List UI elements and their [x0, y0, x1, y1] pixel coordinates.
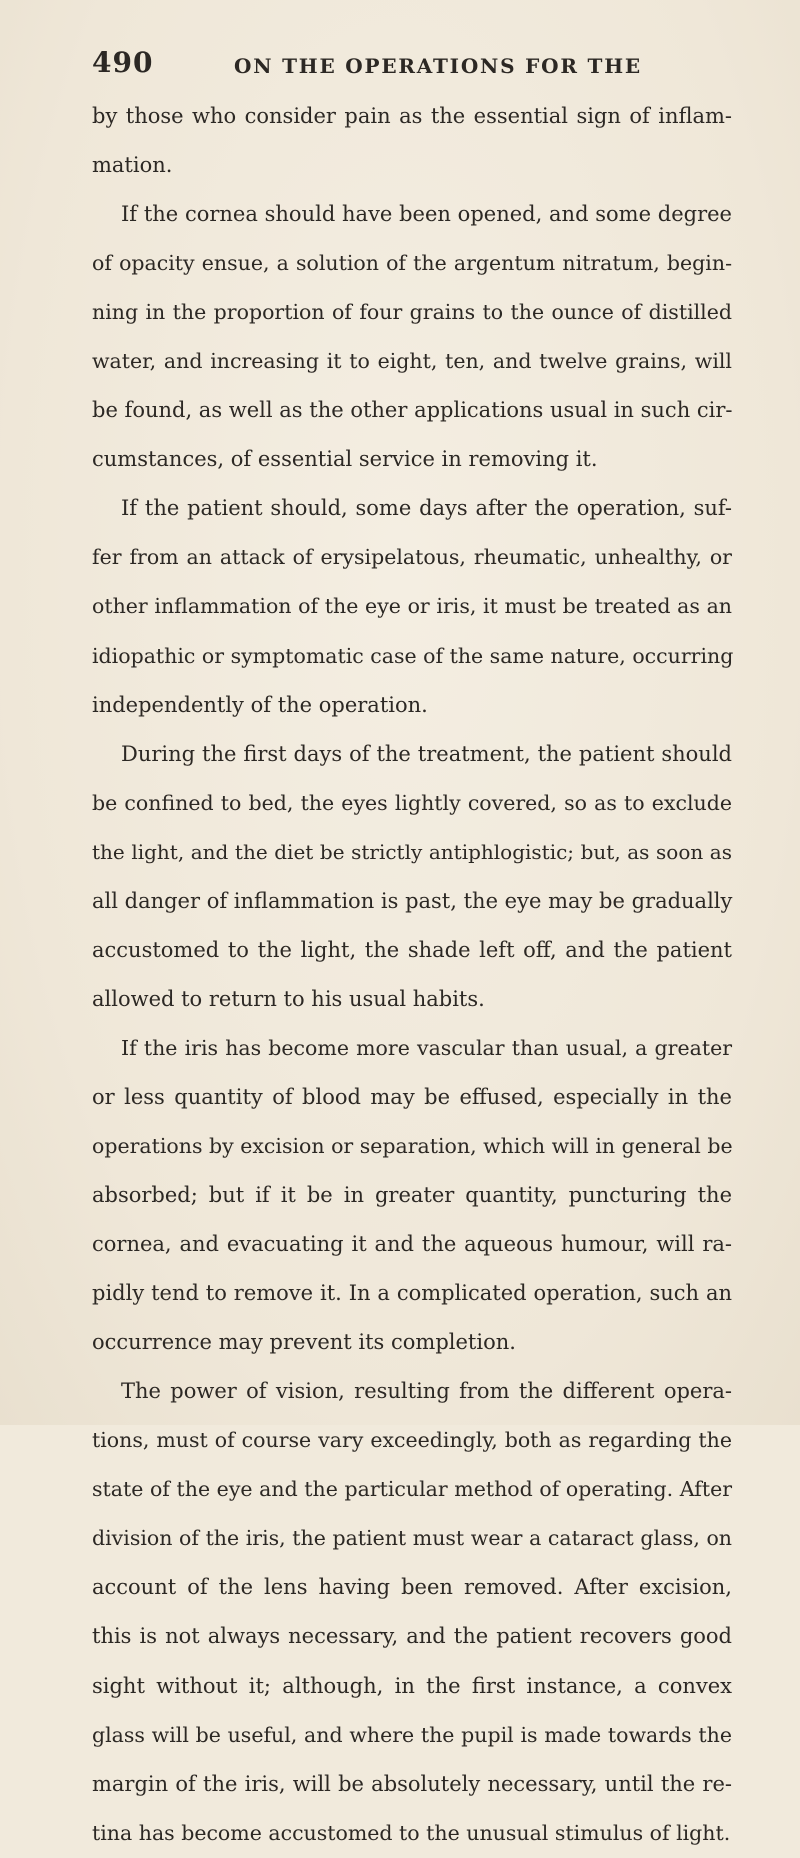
text-line: fer from an attack of erysipelatous, rheumatic, unhealthy, or [92, 545, 732, 570]
text-line: all danger of inflammation is past, the eye may be gradually [92, 888, 733, 913]
running-head: ON THE OPERATIONS FOR THE [234, 54, 642, 78]
text-line: idiopathic or symptomatic case of the same nature, occurring [92, 643, 734, 668]
page-header [92, 46, 732, 82]
text-line: be found, as well as the other applications usual in such cir- [92, 398, 733, 423]
text-line: tina has become accustomed to the unusual stimulus of light. [92, 1820, 731, 1845]
text-line: independently of the operation. [92, 692, 428, 717]
text-line: margin of the iris, will be absolutely necessary, until the re- [92, 1771, 732, 1796]
text-line: account of the lens having been removed. After excision, [92, 1575, 732, 1600]
text-line: or less quantity of blood may be effused, especially in the [92, 1084, 732, 1109]
text-line: operations by excision or separation, which will in general be [92, 1133, 733, 1158]
text-line: pidly tend to remove it. In a complicated operation, such an [92, 1281, 732, 1306]
body-text [92, 92, 732, 1858]
text-line: of opacity ensue, a solution of the argentum nitratum, begin- [92, 251, 732, 276]
text-line: glass will be useful, and where the pupil is made towards the [92, 1722, 732, 1747]
text-line: division of the iris, the patient must wear a cataract glass, on [92, 1526, 732, 1551]
text-line: accustomed to the light, the shade left off, and the patient [92, 937, 732, 962]
text-line: tions, must of course vary exceedingly, both as regarding the [92, 1428, 732, 1453]
text-line: cornea, and evacuating it and the aqueous humour, will ra- [92, 1232, 732, 1257]
text-line: other inflammation of the eye or iris, it must be treated as an [92, 594, 732, 619]
text-line: sight without it; although, in the first instance, a convex [92, 1673, 732, 1698]
text-line: ning in the proportion of four grains to the ounce of distilled [92, 300, 732, 325]
text-line: occurrence may prevent its completion. [92, 1330, 516, 1355]
text-line: The power of vision, resulting from the different opera- [121, 1379, 732, 1404]
text-line: If the patient should, some days after the operation, suf- [121, 496, 732, 521]
text-line: this is not always necessary, and the patient recovers good [92, 1624, 732, 1649]
text-line: water, and increasing it to eight, ten, and twelve grains, will [92, 349, 732, 374]
text-line: allowed to return to his usual habits. [92, 986, 485, 1011]
page-number: 490 [92, 46, 154, 79]
text-line: by those who consider pain as the essential sign of inflam- [92, 104, 732, 128]
text-line: If the cornea should have been opened, and some degree [121, 202, 732, 227]
text-line: the light, and the diet be strictly antiphlogistic; but, as soon as [92, 839, 732, 864]
text-line: cumstances, of essential service in removing it. [92, 447, 598, 472]
text-line: be confined to bed, the eyes lightly covered, so as to exclude [92, 790, 732, 815]
text-line: If the iris has become more vascular than usual, a greater [121, 1035, 732, 1060]
text-line: mation. [92, 153, 173, 178]
text-line: During the first days of the treatment, the patient should [121, 741, 732, 766]
text-line: absorbed; but if it be in greater quantity, puncturing the [92, 1183, 732, 1208]
text-line: state of the eye and the particular method of operating. After [92, 1477, 732, 1502]
